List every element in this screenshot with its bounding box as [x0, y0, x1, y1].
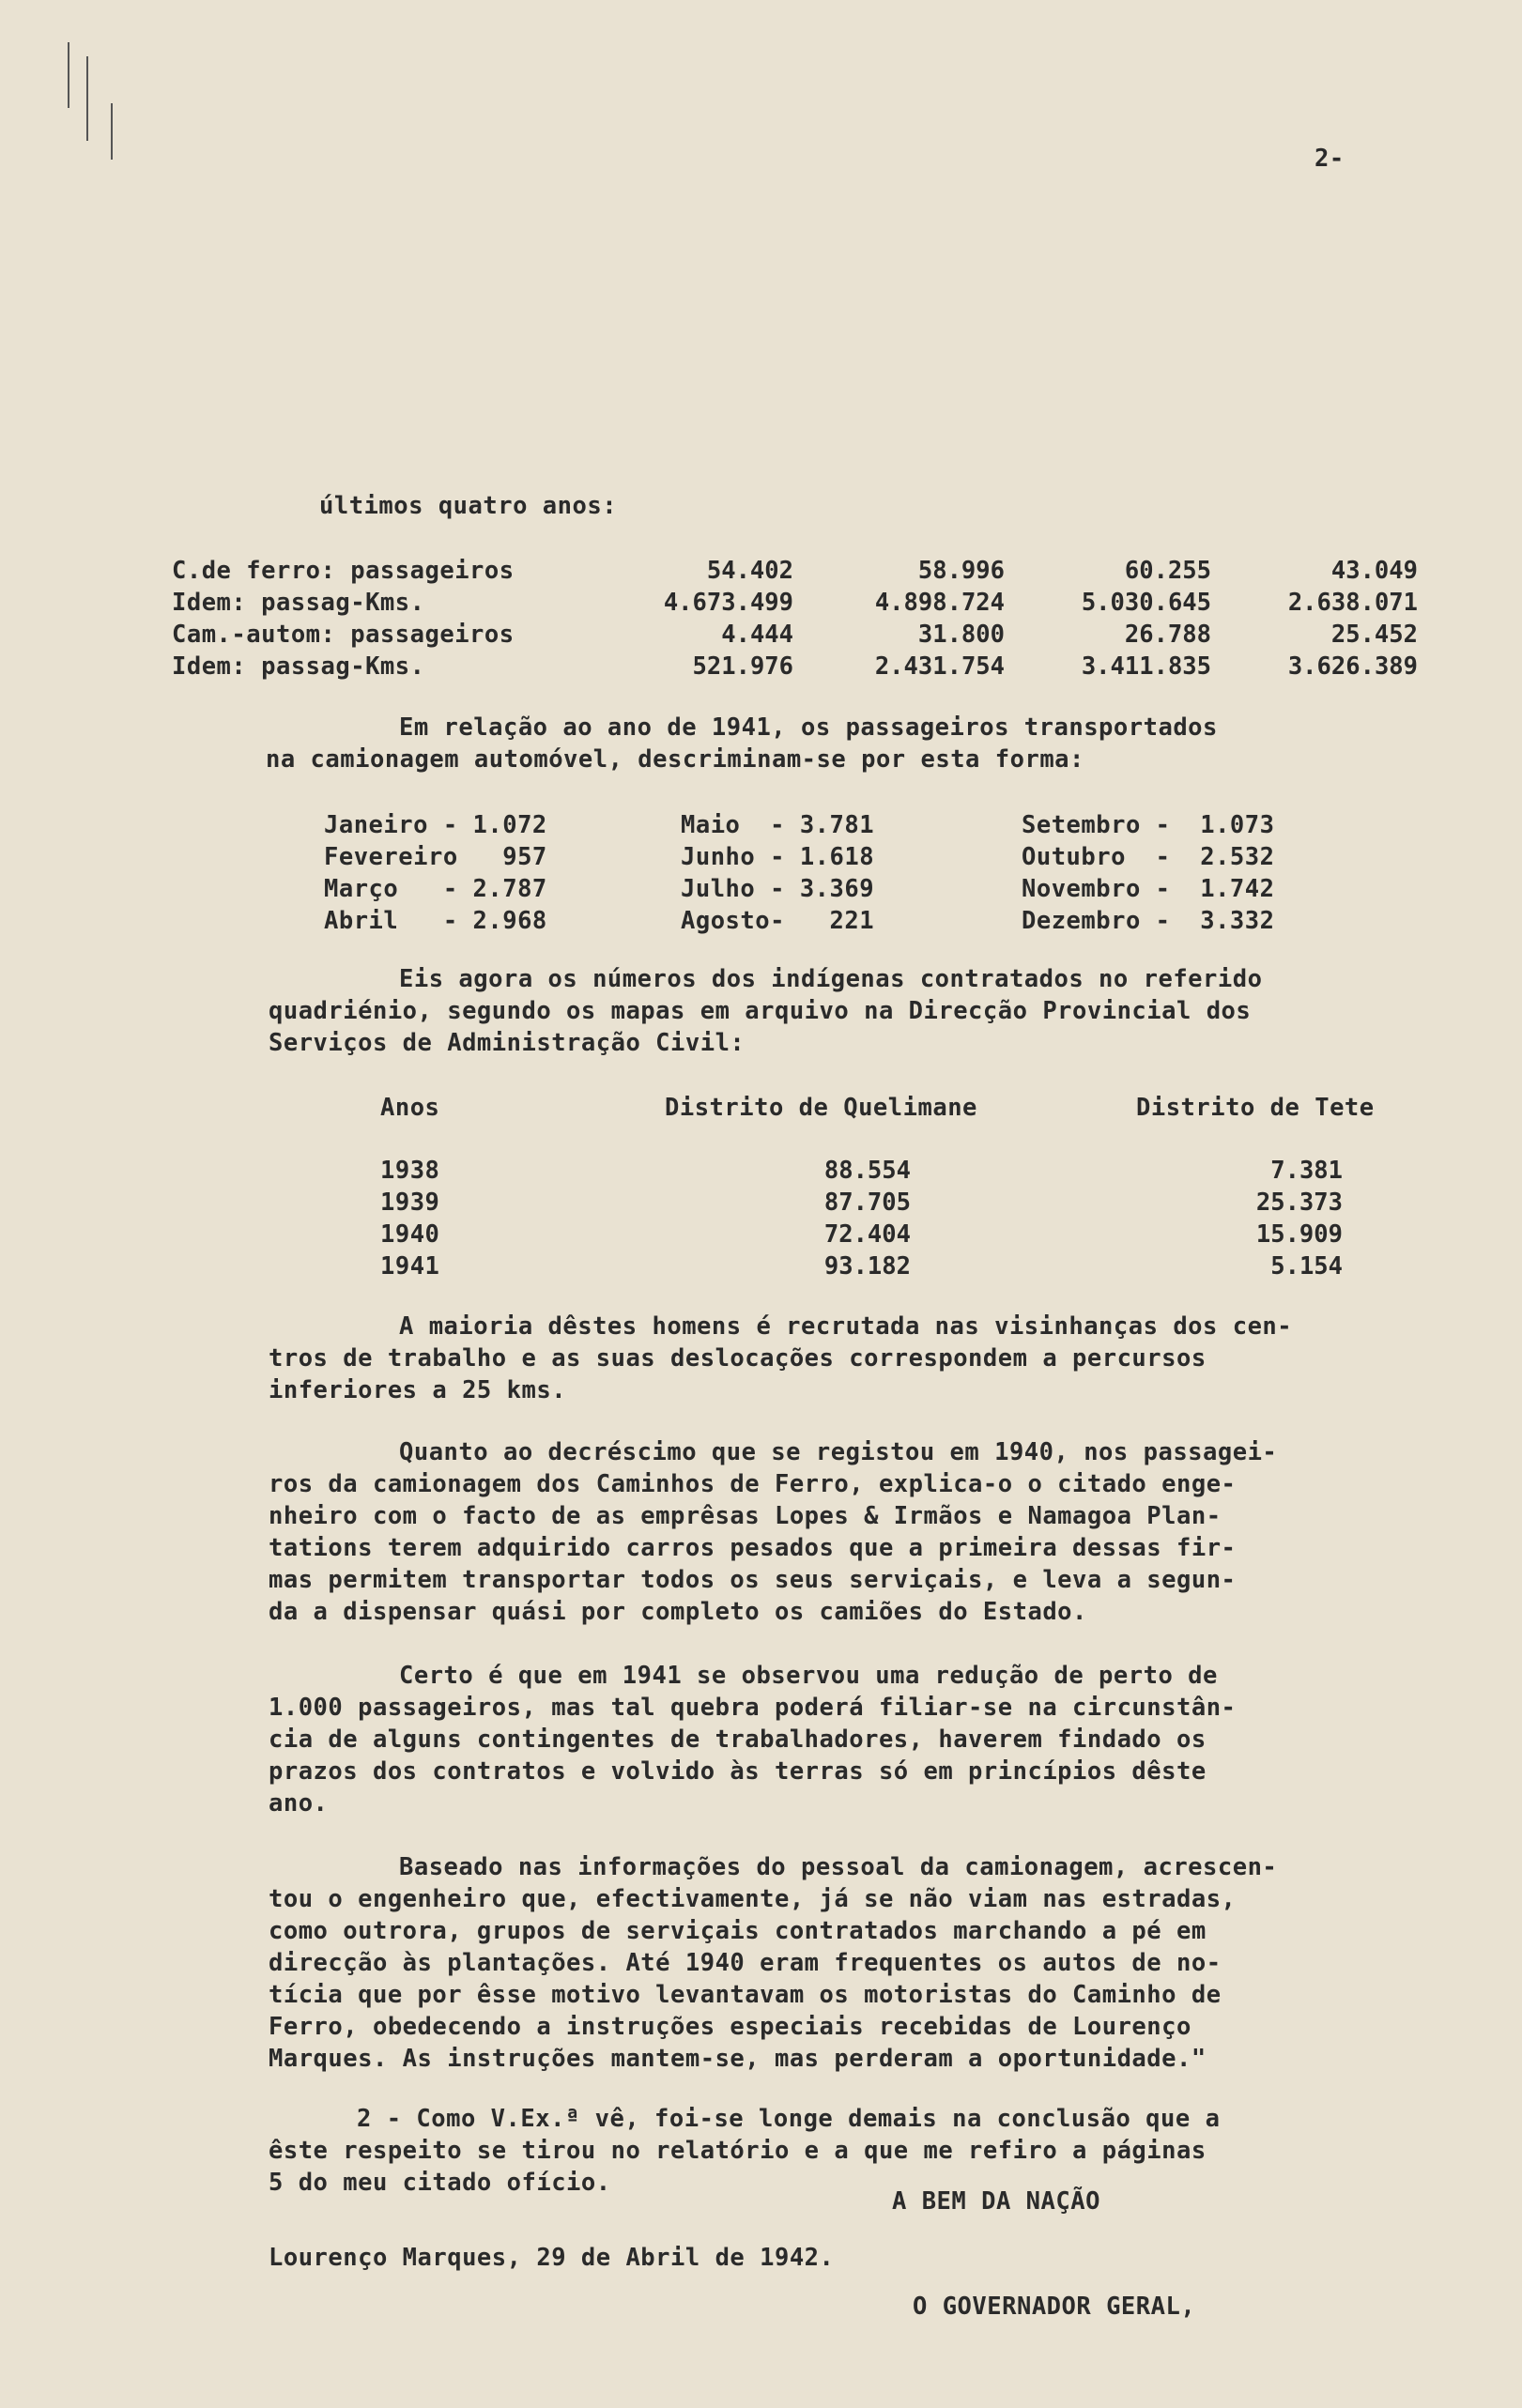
quelimane-cell: 88.554	[823, 1157, 911, 1185]
table-cell: 521.976	[692, 652, 793, 681]
paragraph-line: tros de trabalho e as suas deslocações correspondem a percursos	[269, 1344, 1207, 1373]
month-cell: Março - 2.787	[324, 875, 547, 903]
paragraph-line: Em relação ao ano de 1941, os passageiros transportados	[399, 713, 1218, 742]
quelimane-cell: 87.705	[823, 1189, 911, 1217]
paragraph-line: quadriénio, segundo os mapas em arquivo na Direcção Provincial dos	[269, 997, 1252, 1025]
table-cell: 3.411.835	[1081, 652, 1211, 681]
intro-line: últimos quatro anos:	[319, 492, 618, 520]
margin-mark	[111, 103, 113, 160]
paragraph-line: Ferro, obedecendo a instruções especiais recebidas de Lourenço	[269, 2013, 1191, 2041]
paragraph-line: 5 do meu citado ofício.	[269, 2169, 611, 2197]
closing-salutation: A BEM DA NAÇÃO	[892, 2187, 1100, 2216]
year-cell: 1941	[380, 1252, 440, 1281]
tete-cell: 25.373	[1255, 1189, 1343, 1217]
table-cell: 2.431.754	[874, 652, 1005, 681]
month-cell: Setembro - 1.073	[1022, 811, 1275, 839]
paragraph-line: como outrora, grupos de serviçais contratados marchando a pé em	[269, 1917, 1207, 1945]
tete-cell: 5.154	[1270, 1252, 1343, 1281]
table-cell: 3.626.389	[1287, 652, 1418, 681]
table-cell: 43.049	[1330, 557, 1418, 585]
table-cell: 26.788	[1124, 621, 1211, 649]
margin-mark	[68, 42, 69, 108]
column-header: Distrito de Tete	[1136, 1094, 1375, 1122]
paragraph-line: ano.	[269, 1789, 329, 1818]
month-cell: Junho - 1.618	[681, 843, 875, 871]
paragraph-line: Serviços de Administração Civil:	[269, 1029, 746, 1057]
paragraph-line: Baseado nas informações do pessoal da camionagem, acrescen-	[399, 1853, 1278, 1881]
tete-cell: 15.909	[1255, 1220, 1343, 1249]
paragraph-line: prazos dos contratos e volvido às terras só em princípios dêste	[269, 1757, 1207, 1786]
month-cell: Abril - 2.968	[324, 907, 547, 935]
month-cell: Outubro - 2.532	[1022, 843, 1275, 871]
month-cell: Julho - 3.369	[681, 875, 875, 903]
month-cell: Novembro - 1.742	[1022, 875, 1275, 903]
page-number: 2-	[1314, 145, 1345, 173]
month-cell: Janeiro - 1.072	[324, 811, 547, 839]
place-date: Lourenço Marques, 29 de Abril de 1942.	[269, 2244, 835, 2272]
year-cell: 1940	[380, 1220, 440, 1249]
paragraph-line: 1.000 passageiros, mas tal quebra poderá filiar-se na circunstân-	[269, 1694, 1237, 1722]
signature-title: O GOVERNADOR GERAL,	[913, 2293, 1196, 2321]
year-cell: 1938	[380, 1157, 440, 1185]
paragraph-line: mas permitem transportar todos os seus serviçais, e leva a segun-	[269, 1566, 1237, 1594]
margin-mark	[86, 56, 88, 141]
paragraph-line: inferiores a 25 kms.	[269, 1376, 567, 1404]
paragraph-line: na camionagem automóvel, descriminam-se por esta forma:	[266, 745, 1084, 774]
column-header: Anos	[380, 1094, 440, 1122]
year-cell: 1939	[380, 1189, 440, 1217]
paragraph-line: ros da camionagem dos Caminhos de Ferro, explica-o o citado enge-	[269, 1470, 1237, 1498]
paragraph-line: tations terem adquirido carros pesados que a primeira dessas fir-	[269, 1534, 1237, 1562]
paragraph-line: Marques. As instruções mantem-se, mas perderam a oportunidade."	[269, 2045, 1207, 2073]
table-cell: 4.898.724	[874, 589, 1005, 617]
paragraph-line: da a dispensar quási por completo os camiões do Estado.	[269, 1598, 1087, 1626]
paragraph-line: tou o engenheiro que, efectivamente, já se não viam nas estradas,	[269, 1885, 1237, 1913]
table-row-label: C.de ferro: passageiros	[172, 557, 515, 585]
paragraph-line: cia de alguns contingentes de trabalhadores, haverem findado os	[269, 1725, 1207, 1754]
paragraph-line: tícia que por êsse motivo levantavam os motoristas do Caminho de	[269, 1981, 1222, 2009]
table-cell: 60.255	[1124, 557, 1211, 585]
table-cell: 5.030.645	[1081, 589, 1211, 617]
table-cell: 25.452	[1330, 621, 1418, 649]
quelimane-cell: 93.182	[823, 1252, 911, 1281]
month-cell: Agosto- 221	[681, 907, 875, 935]
table-cell: 31.800	[917, 621, 1005, 649]
table-row-label: Idem: passag-Kms.	[172, 652, 425, 681]
table-cell: 58.996	[917, 557, 1005, 585]
table-cell: 4.444	[721, 621, 793, 649]
column-header: Distrito de Quelimane	[665, 1094, 977, 1122]
quelimane-cell: 72.404	[823, 1220, 911, 1249]
month-cell: Fevereiro 957	[324, 843, 547, 871]
paragraph-line: A maioria dêstes homens é recrutada nas visinhanças dos cen-	[399, 1312, 1293, 1341]
table-row-label: Cam.-autom: passageiros	[172, 621, 515, 649]
paragraph-line: Eis agora os números dos indígenas contratados no referido	[399, 965, 1263, 993]
month-cell: Dezembro - 3.332	[1022, 907, 1275, 935]
table-cell: 54.402	[706, 557, 793, 585]
month-cell: Maio - 3.781	[681, 811, 875, 839]
table-row-label: Idem: passag-Kms.	[172, 589, 425, 617]
paragraph-line: direcção às plantações. Até 1940 eram frequentes os autos de no-	[269, 1949, 1222, 1977]
paragraph-line: Quanto ao decréscimo que se registou em 1940, nos passagei-	[399, 1438, 1278, 1466]
paragraph-line: êste respeito se tirou no relatório e a que me refiro a páginas	[269, 2137, 1207, 2165]
paragraph-line: Certo é que em 1941 se observou uma redução de perto de	[399, 1662, 1218, 1690]
tete-cell: 7.381	[1270, 1157, 1343, 1185]
paragraph-line: 2 - Como V.Ex.ª vê, foi-se longe demais na conclusão que a	[357, 2105, 1221, 2133]
table-cell: 2.638.071	[1287, 589, 1418, 617]
paragraph-line: nheiro com o facto de as emprêsas Lopes & Irmãos e Namagoa Plan-	[269, 1502, 1222, 1530]
table-cell: 4.673.499	[663, 589, 793, 617]
